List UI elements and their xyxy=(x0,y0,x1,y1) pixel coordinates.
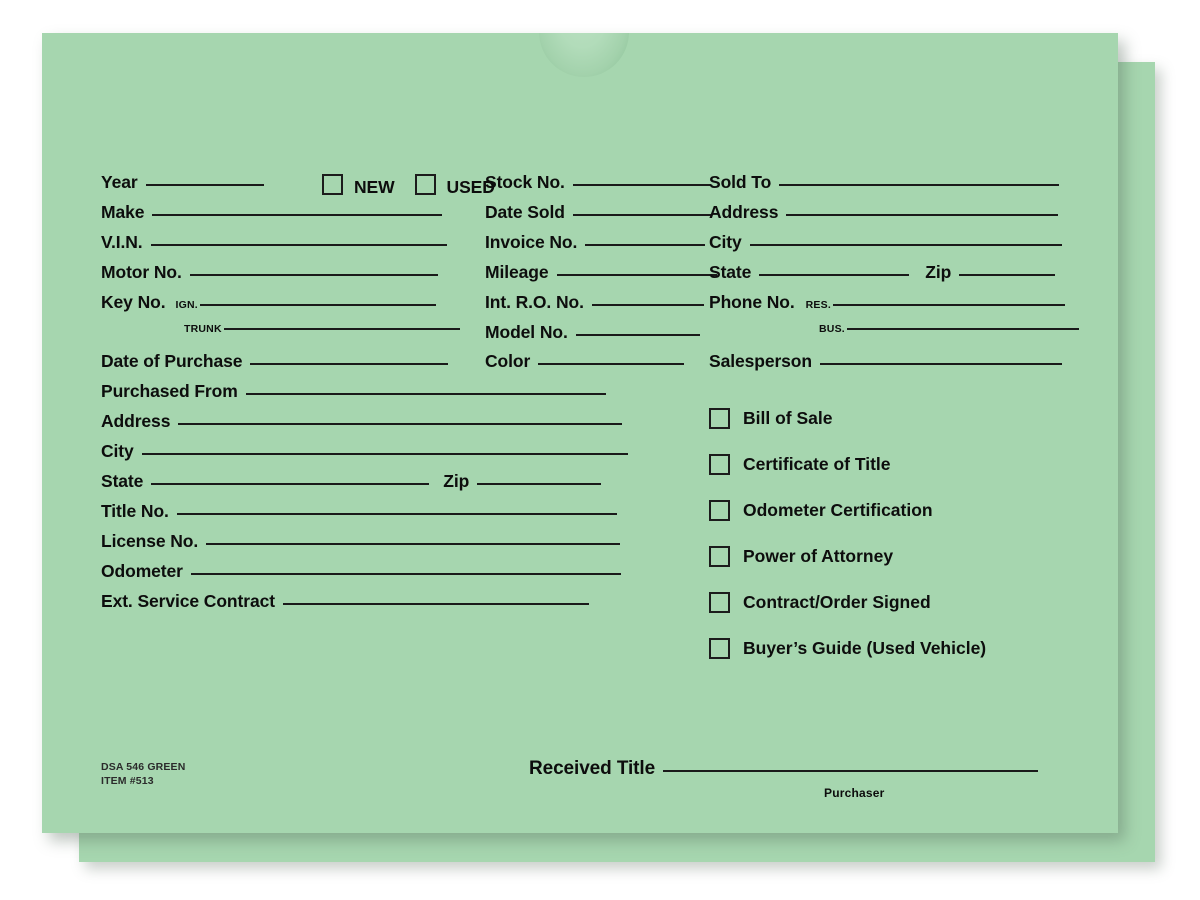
field-label-zip: Zip xyxy=(925,262,952,282)
field-rule[interactable] xyxy=(224,328,460,330)
field-vin[interactable] xyxy=(101,232,447,253)
field-model-no[interactable] xyxy=(485,322,700,343)
checkbox[interactable] xyxy=(709,592,730,613)
checklist-item-label: Odometer Certification xyxy=(743,500,933,520)
field-key-no-trunk[interactable] xyxy=(184,323,460,335)
field-label: Make xyxy=(101,202,145,222)
field-rule[interactable] xyxy=(585,244,705,246)
field-label: Address xyxy=(709,202,779,222)
form-code-line-2: ITEM #513 xyxy=(101,775,154,787)
field-rule-zip[interactable] xyxy=(477,483,601,485)
field-invoice-no[interactable] xyxy=(485,232,705,253)
checklist-item-label: Bill of Sale xyxy=(743,408,833,428)
field-rule[interactable] xyxy=(151,244,447,246)
checklist-item-label: Power of Attorney xyxy=(743,546,894,566)
field-rule[interactable] xyxy=(663,770,1038,772)
field-rule[interactable] xyxy=(576,334,700,336)
field-received-title[interactable] xyxy=(529,758,1038,780)
field-rule[interactable] xyxy=(592,304,704,306)
field-rule[interactable] xyxy=(779,184,1059,186)
field-rule[interactable] xyxy=(246,393,606,395)
field-date-sold[interactable] xyxy=(485,202,711,223)
form-code-line-1: DSA 546 GREEN xyxy=(101,761,186,773)
field-int-ro-no[interactable] xyxy=(485,292,704,313)
field-label: City xyxy=(709,232,742,252)
purchaser-caption: Purchaser xyxy=(824,786,885,800)
checklist-item-label: Buyer’s Guide (Used Vehicle) xyxy=(743,638,987,658)
field-label: State xyxy=(709,262,752,282)
checkbox-new-label: NEW xyxy=(354,177,395,197)
field-label: Mileage xyxy=(485,262,549,282)
field-label: Invoice No. xyxy=(485,232,578,252)
field-purchased-city[interactable] xyxy=(101,441,628,462)
field-date-of-purchase[interactable] xyxy=(101,351,448,372)
field-rule[interactable] xyxy=(191,573,621,575)
field-purchased-state-zip[interactable] xyxy=(101,471,601,492)
field-label: Key No. xyxy=(101,292,166,312)
field-license-no[interactable] xyxy=(101,531,620,552)
field-label: Stock No. xyxy=(485,172,565,192)
field-rule[interactable] xyxy=(206,543,620,545)
field-key-no-ign[interactable] xyxy=(101,292,436,313)
field-phone-bus[interactable] xyxy=(819,323,1079,335)
field-label: Salesperson xyxy=(709,351,812,371)
field-purchased-address[interactable] xyxy=(101,411,622,432)
field-label: Received Title xyxy=(529,758,656,779)
field-rule[interactable] xyxy=(177,513,617,515)
field-ext-service-contract[interactable] xyxy=(101,591,589,612)
field-label: Model No. xyxy=(485,322,568,342)
checklist-item-label: Certificate of Title xyxy=(743,454,891,474)
field-label: License No. xyxy=(101,531,199,551)
checklist-item-label: Contract/Order Signed xyxy=(743,592,931,612)
form-code-block xyxy=(101,760,185,788)
deal-jacket-form xyxy=(42,33,1118,833)
field-label: Odometer xyxy=(101,561,183,581)
checkbox[interactable] xyxy=(709,500,730,521)
field-rule[interactable] xyxy=(200,304,436,306)
field-label: V.I.N. xyxy=(101,232,143,252)
field-label: Sold To xyxy=(709,172,772,192)
checklist-item-odometer-certification[interactable] xyxy=(709,500,933,521)
field-sold-to-city[interactable] xyxy=(709,232,1062,253)
field-sublabel-res: RES. xyxy=(805,299,831,311)
field-label: Int. R.O. No. xyxy=(485,292,584,312)
field-label: Purchased From xyxy=(101,381,238,401)
field-rule[interactable] xyxy=(847,328,1079,330)
field-rule[interactable] xyxy=(573,184,711,186)
field-rule[interactable] xyxy=(573,214,711,216)
field-rule[interactable] xyxy=(142,453,628,455)
field-label-zip: Zip xyxy=(443,471,470,491)
field-color[interactable] xyxy=(485,351,684,372)
field-rule[interactable] xyxy=(250,363,448,365)
field-rule[interactable] xyxy=(759,274,909,276)
field-rule[interactable] xyxy=(820,363,1062,365)
field-rule-zip[interactable] xyxy=(959,274,1055,276)
field-rule[interactable] xyxy=(178,423,622,425)
field-label: Date Sold xyxy=(485,202,565,222)
checklist-item-power-of-attorney[interactable] xyxy=(709,546,893,567)
new-used-group[interactable] xyxy=(322,172,495,198)
field-rule[interactable] xyxy=(146,184,264,186)
field-label: Title No. xyxy=(101,501,169,521)
field-purchased-from[interactable] xyxy=(101,381,606,402)
field-salesperson[interactable] xyxy=(709,351,1062,372)
field-motor-no[interactable] xyxy=(101,262,438,283)
field-label: Address xyxy=(101,411,171,431)
field-odometer[interactable] xyxy=(101,561,621,582)
field-rule[interactable] xyxy=(151,483,429,485)
field-sublabel-bus: BUS. xyxy=(819,323,845,335)
checkbox[interactable] xyxy=(709,408,730,429)
field-label: City xyxy=(101,441,134,461)
checkbox[interactable] xyxy=(709,546,730,567)
field-sold-to-address[interactable] xyxy=(709,202,1058,223)
field-label: Phone No. xyxy=(709,292,795,312)
field-mileage[interactable] xyxy=(485,262,717,283)
envelope-front-panel xyxy=(42,33,1118,833)
field-label: Color xyxy=(485,351,531,371)
field-label: Year xyxy=(101,172,138,192)
field-year[interactable] xyxy=(101,172,264,193)
checkbox-used-label: USED xyxy=(446,177,495,197)
field-rule[interactable] xyxy=(833,304,1065,306)
field-rule[interactable] xyxy=(190,274,438,276)
field-label: State xyxy=(101,471,144,491)
checkbox-new[interactable] xyxy=(322,174,343,195)
field-phone-res[interactable] xyxy=(709,292,1065,313)
field-sublabel-trunk: TRUNK xyxy=(184,323,222,335)
field-title-no[interactable] xyxy=(101,501,617,522)
field-rule[interactable] xyxy=(152,214,442,216)
field-sold-to[interactable] xyxy=(709,172,1059,193)
field-label: Motor No. xyxy=(101,262,182,282)
checkbox-used[interactable] xyxy=(415,174,436,195)
checklist-item-contract-order-signed[interactable] xyxy=(709,592,931,613)
checklist-item-buyers-guide[interactable] xyxy=(709,638,986,659)
field-rule[interactable] xyxy=(750,244,1062,246)
field-label: Date of Purchase xyxy=(101,351,243,371)
checklist-item-certificate-of-title[interactable] xyxy=(709,454,891,475)
checkbox[interactable] xyxy=(709,638,730,659)
field-stock-no[interactable] xyxy=(485,172,711,193)
field-make[interactable] xyxy=(101,202,442,223)
field-rule[interactable] xyxy=(283,603,589,605)
field-label: Ext. Service Contract xyxy=(101,591,275,611)
field-sublabel-ign: IGN. xyxy=(175,299,198,311)
checklist-item-bill-of-sale[interactable] xyxy=(709,408,832,429)
field-sold-to-state-zip[interactable] xyxy=(709,262,1055,283)
field-rule[interactable] xyxy=(557,274,717,276)
field-rule[interactable] xyxy=(786,214,1058,216)
checkbox[interactable] xyxy=(709,454,730,475)
field-rule[interactable] xyxy=(538,363,684,365)
